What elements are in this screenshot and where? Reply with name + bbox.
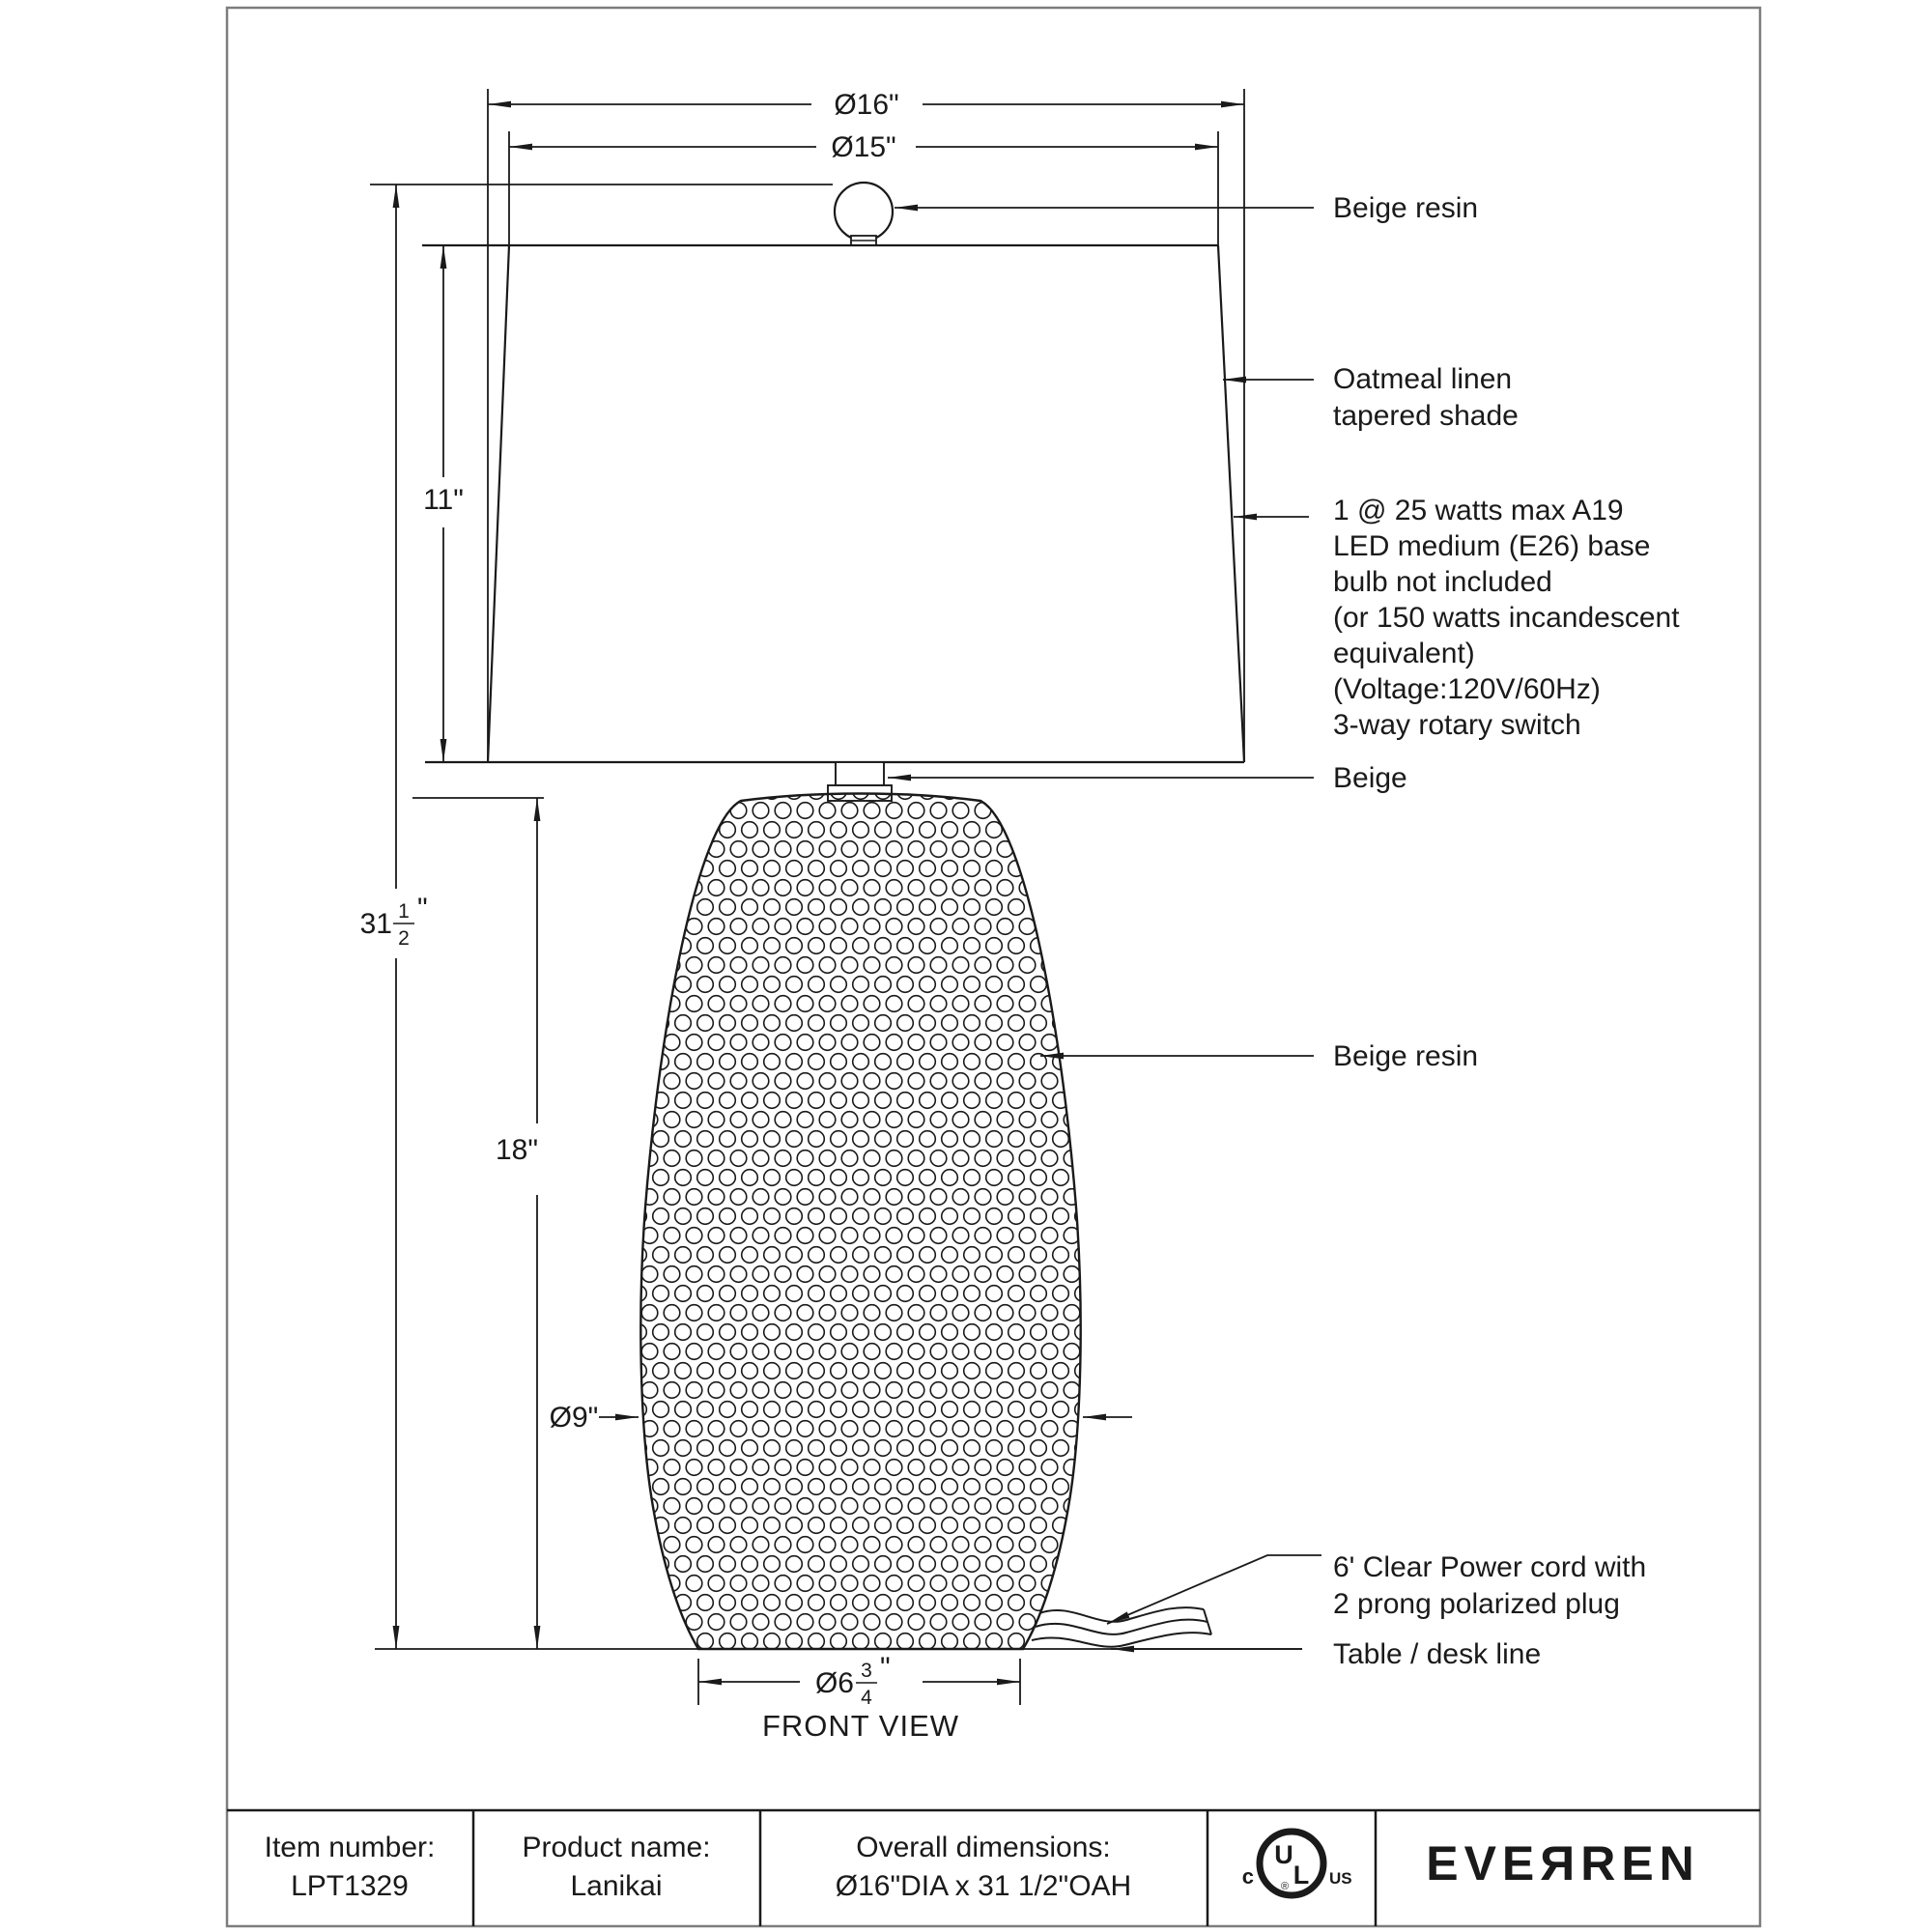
callout-body: Beige resin <box>1333 1040 1479 1072</box>
svg-text:U: U <box>1274 1840 1293 1869</box>
dim-label-dia9: Ø9" <box>549 1402 599 1434</box>
callout-cord-line1: 6' Clear Power cord with <box>1333 1551 1647 1583</box>
callout-shade-line2: tapered shade <box>1333 400 1519 432</box>
callout-shade-line1: Oatmeal linen <box>1333 363 1513 395</box>
callout-table: Table / desk line <box>1333 1638 1542 1670</box>
svg-text:": " <box>417 893 428 924</box>
svg-text:3-way rotary switch: 3-way rotary switch <box>1333 709 1581 741</box>
item-number-value: LPT1329 <box>291 1870 409 1902</box>
svg-text:Ø6: Ø6 <box>814 1667 854 1699</box>
brand-logo: EVEЯREN <box>1426 1836 1700 1890</box>
dim-label-11: 11" <box>423 484 464 516</box>
svg-text:31: 31 <box>359 908 392 940</box>
svg-text:(or 150 watts incandescent: (or 150 watts incandescent <box>1333 602 1680 634</box>
dim-label-dia16: Ø16" <box>834 89 899 121</box>
lamp-shade <box>422 245 1244 762</box>
callout-bulb-spec <box>1333 495 1680 741</box>
svg-text:bulb not included: bulb not included <box>1333 566 1552 598</box>
svg-text:4: 4 <box>861 1687 872 1709</box>
callout-cord-line2: 2 prong polarized plug <box>1333 1588 1620 1620</box>
dim-label-18: 18" <box>495 1134 539 1166</box>
callout-finial: Beige resin <box>1333 192 1479 224</box>
svg-text:equivalent): equivalent) <box>1333 638 1475 669</box>
leader-cord <box>1107 1555 1321 1624</box>
svg-text:(Voltage:120V/60Hz): (Voltage:120V/60Hz) <box>1333 673 1601 705</box>
callout-neck: Beige <box>1333 762 1407 794</box>
finial <box>835 183 893 245</box>
lamp-front-view <box>422 183 1244 1649</box>
title-block-cell-product <box>522 1832 710 1902</box>
svg-text:2: 2 <box>398 927 410 950</box>
svg-text:": " <box>880 1652 891 1684</box>
title-block-cell-dimensions <box>836 1832 1131 1902</box>
ul-listed-icon <box>1242 1832 1352 1895</box>
svg-text:®: ® <box>1280 1881 1290 1892</box>
product-name-label: Product name: <box>522 1832 711 1863</box>
power-cord <box>1032 1607 1211 1647</box>
title-block-cell-item <box>265 1832 436 1902</box>
svg-text:1: 1 <box>398 900 410 923</box>
dim-label-31-half <box>360 893 428 950</box>
svg-text:LED medium (E26) base: LED medium (E26) base <box>1333 530 1651 562</box>
view-title: FRONT VIEW <box>761 1709 960 1743</box>
item-number-label: Item number: <box>264 1832 436 1863</box>
svg-text:3: 3 <box>861 1660 872 1682</box>
dim-label-dia15: Ø15" <box>831 131 896 163</box>
overall-dimensions-value: Ø16"DIA x 31 1/2"OAH <box>835 1870 1132 1902</box>
svg-text:c: c <box>1241 1864 1254 1889</box>
lamp-body <box>640 794 1080 1650</box>
svg-text:1 @ 25 watts max A19: 1 @ 25 watts max A19 <box>1333 495 1624 526</box>
product-name-value: Lanikai <box>570 1870 663 1902</box>
svg-text:US: US <box>1329 1869 1352 1888</box>
dim-label-dia6 <box>815 1652 891 1709</box>
overall-dimensions-label: Overall dimensions: <box>856 1832 1111 1863</box>
svg-text:L: L <box>1293 1861 1310 1889</box>
